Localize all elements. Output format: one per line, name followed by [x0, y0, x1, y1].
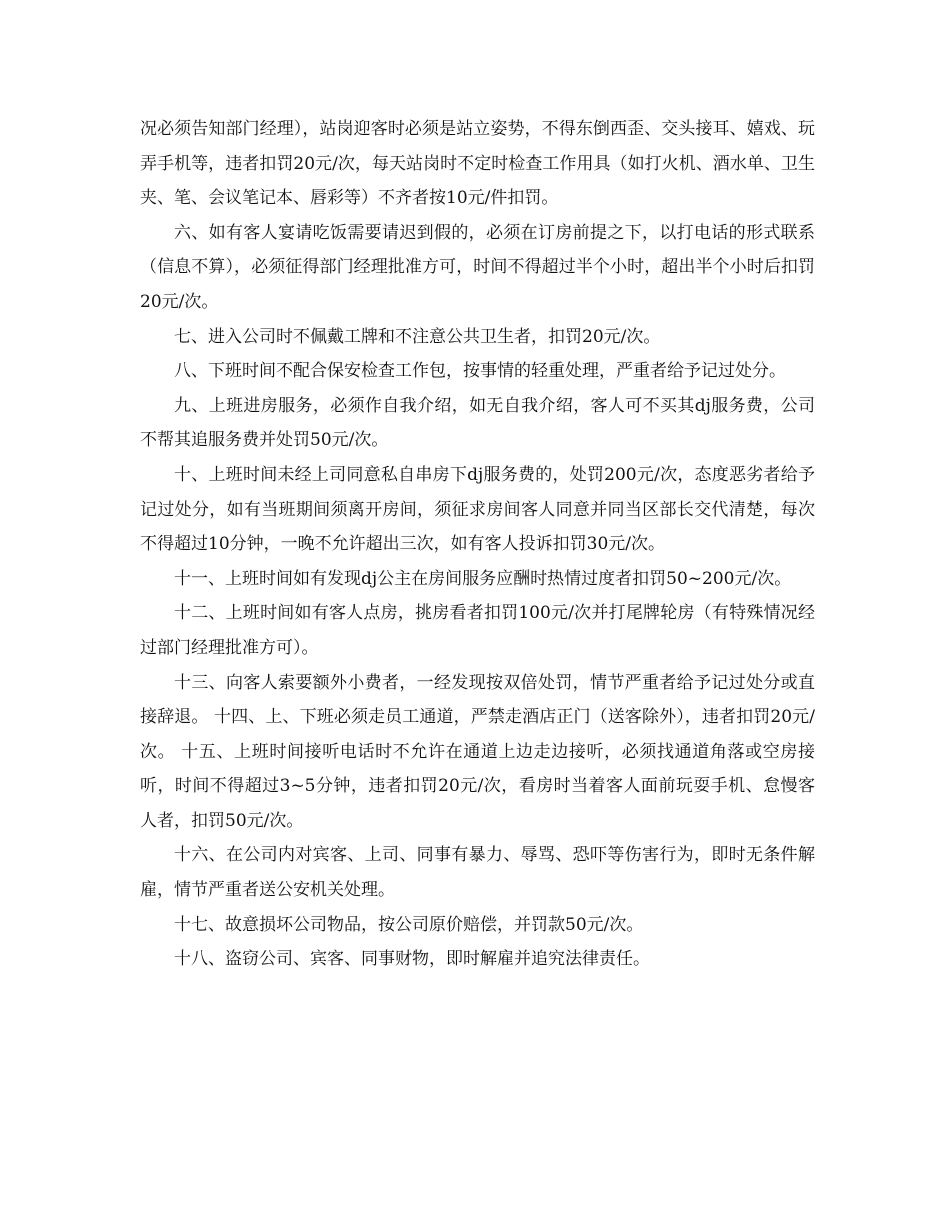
paragraph-rule-9: 九、上班进房服务，必须作自我介绍，如无自我介绍，客人可不买其dj服务费，公司不帮其追服务费并处罚50元/次。 — [140, 395, 815, 451]
paragraph-rule-8: 八、下班时间不配合保安检查工作包，按事情的轻重处理，严重者给予记过处分。 — [174, 361, 786, 382]
paragraph-rule-18: 十八、盗窃公司、宾客、同事财物，即时解雇并追究法律责任。 — [174, 949, 650, 970]
paragraph-rule-17: 十七、故意损坏公司物品，按公司原价赔偿，并罚款50元/次。 — [174, 914, 644, 935]
paragraph-rule-6: 六、如有客人宴请吃饭需要请迟到假的，必须在订房前提之下，以打电话的形式联系（信息不算），必须征得部门经理批准方可，时间不得超过半个小时，超出半个小时后扣罚20元/次。 — [140, 222, 815, 312]
paragraph-continuation: 况必须告知部门经理），站岗迎客时必须是站立姿势，不得东倒西歪、交头接耳、嬉戏、玩弄手机等，违者扣罚20元/次，每天站岗时不定时检查工作用具（如打火机、酒水单、卫生夹、笔、会议笔记本、唇彩等）不齐者按10元/件扣罚。 — [140, 119, 815, 209]
paragraph-rule-13-15: 十三、向客人索要额外小费者，一经发现按双倍处罚，情节严重者给予记过处分或直接辞退。 十四、上、下班必须走员工通道，严禁走酒店正门（送客除外），违者扣罚20元/次。 十五、上班时间接听电话时不允许在通道上边走边接听，必须找通道角落或空房接听，时间不得超过3~5分钟，违者扣罚20元/次，看房时当着客人面前玩耍手机、怠慢客人者，扣罚50元/次。 — [140, 672, 815, 831]
paragraph-rule-16: 十六、在公司内对宾客、上司、同事有暴力、辱骂、恐吓等伤害行为，即时无条件解雇，情节严重者送公安机关处理。 — [140, 845, 815, 901]
paragraph-rule-7: 七、进入公司时不佩戴工牌和不注意公共卫生者，扣罚20元/次。 — [174, 326, 661, 347]
paragraph-rule-10: 十、上班时间未经上司同意私自串房下dj服务费的，处罚200元/次，态度恶劣者给予记过处分，如有当班期间须离开房间，须征求房间客人同意并同当区部长交代清楚，每次不得超过10分钟，一晚不允许超出三次，如有客人投诉扣罚30元/次。 — [140, 464, 815, 555]
paragraph-rule-11: 十一、上班时间如有发现dj公主在房间服务应酬时热情过度者扣罚50~200元/次。 — [174, 568, 792, 589]
document-body — [140, 112, 815, 977]
paragraph-rule-12: 十二、上班时间如有客人点房，挑房看者扣罚100元/次并打尾牌轮房（有特殊情况经过部门经理批准方可）。 — [140, 603, 815, 658]
